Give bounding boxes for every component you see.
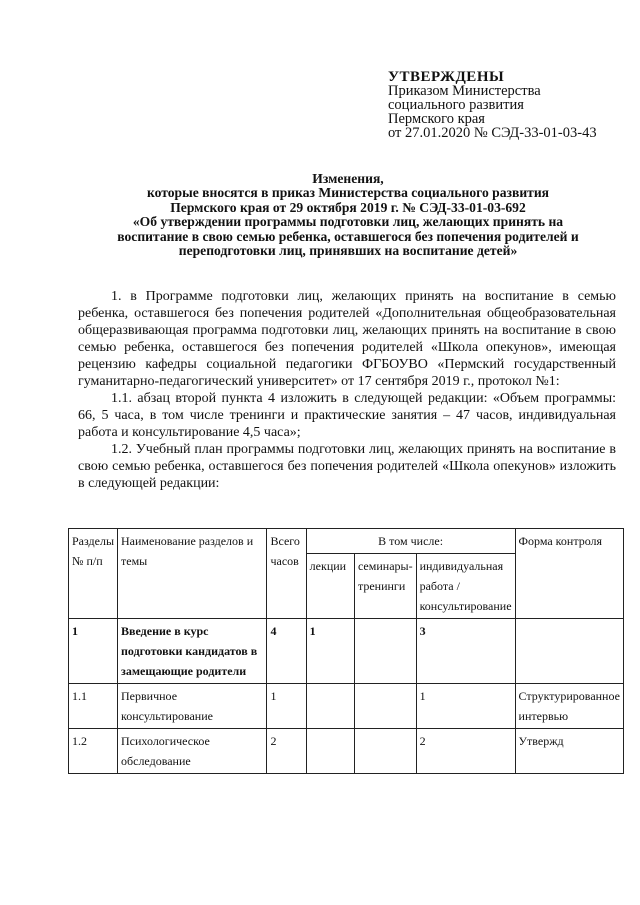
cell-lectures: 1: [306, 619, 354, 684]
cell-total: 1: [267, 684, 306, 729]
title-line: воспитание в свою семью ребенка, оставшегося без попечения родителей и: [117, 228, 579, 244]
header-individual: индивидуальная работа / консультирование: [416, 554, 515, 619]
title-line: которые вносятся в приказ Министерства социального развития: [146, 185, 550, 201]
header-including: В том числе:: [306, 529, 515, 554]
header-form: Форма контроля: [515, 529, 623, 619]
cell-lectures: [306, 729, 354, 774]
table-row: [69, 729, 624, 774]
title-line: Пермского края от 29 октября 2019 г. № СЭД-33-01-03-692: [170, 199, 526, 215]
approval-line: от 27.01.2020 № СЭД-33-01-03-43: [388, 125, 597, 141]
cell-seminars: [354, 729, 416, 774]
table-row: [69, 684, 624, 729]
approval-line: социального развития: [388, 97, 524, 113]
cell-name: Психологическое обследование: [118, 729, 267, 774]
table-header-row: [69, 529, 624, 554]
document-title: [78, 172, 618, 258]
cell-individual: 3: [416, 619, 515, 684]
title-line: «Об утверждении программы подготовки лиц, желающих принять на: [132, 214, 564, 230]
approval-line: Пермского края: [388, 111, 485, 127]
cell-form: Утвержд: [515, 729, 623, 774]
cell-num: 1: [69, 619, 118, 684]
header-name: Наименование разделов и темы: [118, 529, 267, 619]
approval-stamp: [388, 70, 597, 140]
header-num: Разделы № п/п: [69, 529, 118, 619]
cell-form: [515, 619, 623, 684]
header-lectures: лекции: [306, 554, 354, 619]
paragraph: 1.2. Учебный план программы подготовки лиц, желающих принять на воспитание в свою семью ребенка, оставшегося без попечения родителей «Школа опекунов» изложить в следующей редакции:: [78, 442, 616, 491]
approval-heading: УТВЕРЖДЕНЫ: [388, 69, 505, 85]
curriculum-table: [68, 528, 624, 774]
title-line: переподготовки лиц, принявших на воспитание детей»: [178, 243, 518, 259]
approval-line: Приказом Министерства: [388, 83, 541, 99]
cell-name: Введение в курс подготовки кандидатов в замещающие родители: [118, 619, 267, 684]
paragraph: 1.1. абзац второй пункта 4 изложить в следующей редакции: «Объем программы: 66, 5 часа, в том числе тренинги и практические занятия – 47 часов, индивидуальная работа и консультирование 4,5 часа»;: [78, 391, 616, 440]
cell-total: 4: [267, 619, 306, 684]
cell-seminars: [354, 684, 416, 729]
table-row: [69, 619, 624, 684]
header-seminars: семинары-тренинги: [354, 554, 416, 619]
cell-name: Первичное консультирование: [118, 684, 267, 729]
cell-form: Структурированное интервью: [515, 684, 623, 729]
header-total: Всего часов: [267, 529, 306, 619]
title-line: Изменения,: [312, 171, 384, 186]
paragraph: 1. в Программе подготовки лиц, желающих принять на воспитание в семью ребенка, оставшегося без попечения родителей «Дополнительная общеобразовательная общеразвивающая программа подготовки лиц, желающих принять на воспитание в свою семью ребенка, оставшегося без попечения родителей «Школа опекунов», имеющая рецензию кафедры социальной педагогики ФГБОУВО «Пермский государственный гуманитарно-педагогический университет» от 17 сентября 2019 г., протокол №1:: [78, 289, 616, 389]
cell-seminars: [354, 619, 416, 684]
cell-individual: 2: [416, 729, 515, 774]
cell-individual: 1: [416, 684, 515, 729]
cell-num: 1.1: [69, 684, 118, 729]
cell-total: 2: [267, 729, 306, 774]
document-body: [78, 288, 616, 492]
cell-lectures: [306, 684, 354, 729]
cell-num: 1.2: [69, 729, 118, 774]
